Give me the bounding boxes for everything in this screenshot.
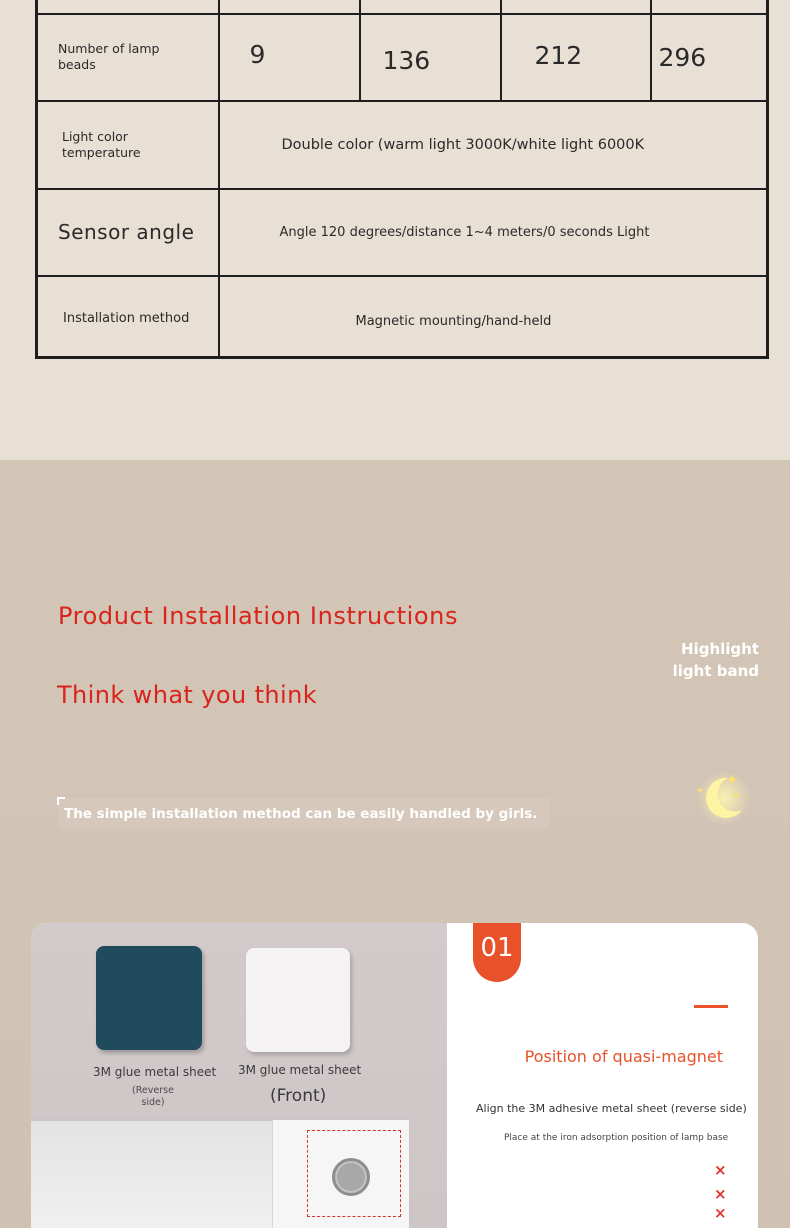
moon-stars-icon xyxy=(692,770,752,826)
place-instruction: Place at the iron adsorption position of lamp base xyxy=(504,1133,729,1143)
product-photo-panel xyxy=(31,923,447,1228)
highlight-light-band-label xyxy=(673,638,759,682)
section-subtitle: Think what you think xyxy=(57,681,317,709)
sensor-label: Sensor angle xyxy=(37,189,219,276)
install-label: Installation method xyxy=(37,276,219,358)
beads-value-4: 296 xyxy=(651,14,768,101)
caption-front: 3M glue metal sheet xyxy=(238,1063,362,1077)
caption-front-side: (Front) xyxy=(270,1086,327,1106)
metal-sheet-reverse-image xyxy=(96,946,202,1050)
step-info-panel xyxy=(447,923,758,1228)
installation-section xyxy=(0,460,790,1228)
caption-reverse-side: (Reverse side) xyxy=(132,1085,174,1108)
color-temp-value: Double color (warm light 3000K/white light 6000K xyxy=(219,101,768,189)
table-row-color-temp xyxy=(37,101,768,189)
color-temp-label: Light color temperature xyxy=(37,101,219,189)
metal-sheet-front-image xyxy=(246,948,350,1052)
table-row xyxy=(37,0,768,14)
spec-table xyxy=(35,0,769,359)
magnet-circle-icon xyxy=(332,1158,370,1196)
x-mark-icon: × xyxy=(714,1185,727,1203)
x-mark-icon: × xyxy=(714,1161,727,1179)
simple-install-note: The simple installation method can be easily handled by girls. xyxy=(58,798,549,828)
step-number-badge: 01 xyxy=(473,923,521,982)
install-value: Magnetic mounting/hand-held xyxy=(219,276,768,358)
table-row-install xyxy=(37,276,768,358)
caption-reverse: 3M glue metal sheet xyxy=(93,1065,217,1079)
beads-label: Number of lamp beads xyxy=(37,14,219,101)
x-mark-icon: × xyxy=(714,1204,727,1222)
table-row-sensor xyxy=(37,189,768,276)
table-row-beads xyxy=(37,14,768,101)
highlight-line-2: light band xyxy=(672,662,759,680)
accent-divider xyxy=(694,1005,728,1008)
spec-section xyxy=(0,0,790,460)
install-step-card xyxy=(31,923,758,1228)
beads-value-1: 9 xyxy=(219,14,360,101)
highlight-line-1: Highlight xyxy=(681,640,759,658)
beads-value-2: 136 xyxy=(360,14,501,101)
beads-value-3: 212 xyxy=(501,14,651,101)
align-instruction: Align the 3M adhesive metal sheet (reverse side) xyxy=(476,1102,747,1115)
section-title: Product Installation Instructions xyxy=(58,602,459,630)
sensor-value: Angle 120 degrees/distance 1~4 meters/0 seconds Light xyxy=(219,189,768,276)
step-title: Position of quasi-magnet xyxy=(524,1047,723,1066)
